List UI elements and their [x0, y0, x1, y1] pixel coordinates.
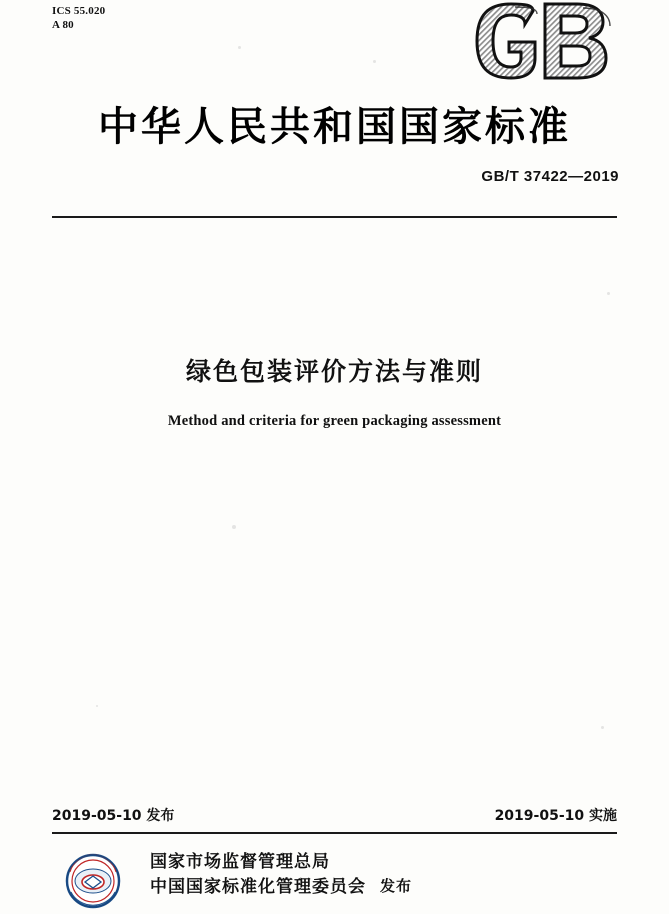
scan-speck: [373, 60, 376, 63]
scan-speck: [232, 525, 236, 529]
document-title-chinese: 绿色包装评价方法与准则: [185, 357, 483, 386]
document-title-english: Method and criteria for green packaging assessment: [167, 413, 502, 429]
issuer-block: [0, 846, 669, 914]
gb-logo-icon: [471, 2, 621, 80]
standard-number: GB/T 37422—2019: [481, 168, 619, 185]
issuer-line-1: 国家市场监督管理总局: [150, 852, 330, 872]
scan-speck: [96, 705, 98, 707]
scan-speck: [238, 46, 241, 49]
effective-date: 2019-05-10 实施: [494, 808, 617, 824]
issuer-line-2: 中国国家标准化管理委员会: [150, 877, 366, 897]
national-standardization-administration-emblem-icon: [62, 852, 124, 910]
ics-classification-block: [52, 4, 105, 32]
header-divider: [52, 216, 617, 218]
standard-class-code: A 80: [52, 19, 74, 31]
issue-date: 2019-05-10 发布: [52, 808, 175, 824]
scan-speck: [601, 726, 604, 729]
page-title: 中华人民共和国国家标准: [98, 104, 571, 150]
scan-speck: [607, 292, 610, 295]
issuer-names: [150, 850, 570, 899]
footer-divider: [52, 832, 617, 834]
date-row: [52, 805, 617, 825]
publish-label: 发布: [380, 877, 413, 895]
ics-code: ICS 55.020: [52, 5, 106, 17]
